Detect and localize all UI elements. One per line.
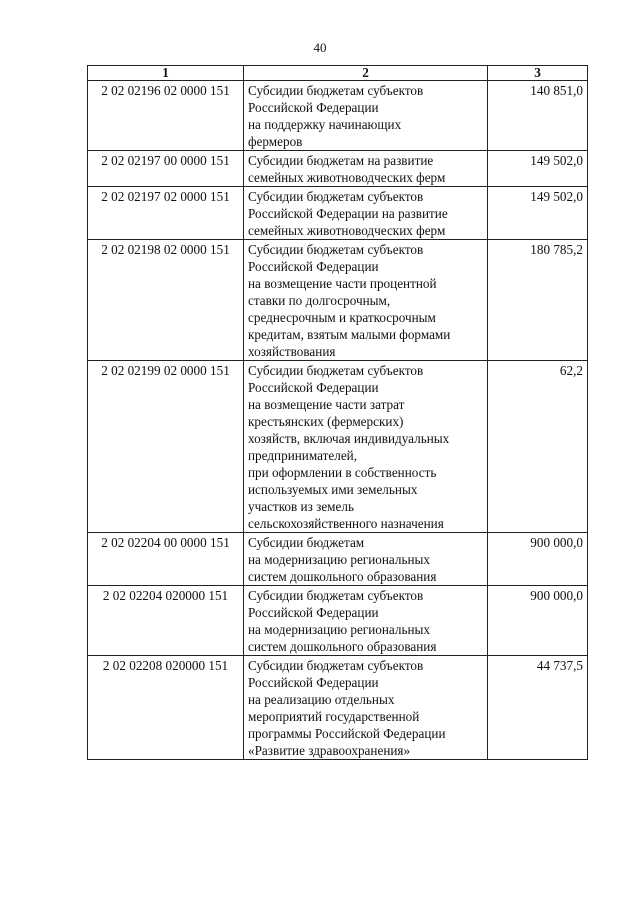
- income-name: Субсидии бюджетам субъектов Российской Федерации на поддержку начинающих фермеров: [244, 81, 488, 151]
- table-row: [88, 240, 588, 361]
- column-header-code: 1: [88, 66, 244, 81]
- income-name: Субсидии бюджетам субъектов Российской Федерации на развитие семейных животноводческих ферм: [244, 187, 488, 240]
- table-row: [88, 187, 588, 240]
- amount: 900 000,0: [488, 533, 588, 586]
- budget-code: 2 02 02196 02 0000 151: [88, 81, 244, 151]
- header-row: [88, 66, 588, 81]
- table-row: [88, 586, 588, 656]
- budget-code: 2 02 02198 02 0000 151: [88, 240, 244, 361]
- budget-code: 2 02 02199 02 0000 151: [88, 361, 244, 533]
- income-name: Субсидии бюджетам на развитие семейных животноводческих ферм: [244, 151, 488, 187]
- budget-table: [87, 65, 588, 760]
- amount: 149 502,0: [488, 187, 588, 240]
- amount: 180 785,2: [488, 240, 588, 361]
- budget-code: 2 02 02197 02 0000 151: [88, 187, 244, 240]
- table-row: [88, 81, 588, 151]
- income-name: Субсидии бюджетам субъектов Российской Федерации на модернизацию региональных систем дошкольного образования: [244, 586, 488, 656]
- budget-code: 2 02 02197 00 0000 151: [88, 151, 244, 187]
- amount: 149 502,0: [488, 151, 588, 187]
- amount: 44 737,5: [488, 656, 588, 760]
- budget-code: 2 02 02208 020000 151: [88, 656, 244, 760]
- income-name: Субсидии бюджетам субъектов Российской Федерации на реализацию отдельных мероприятий государственной программы Российской Федерации «Развитие здравоохранения»: [244, 656, 488, 760]
- income-name: Субсидии бюджетам субъектов Российской Федерации на возмещение части затрат крестьянских (фермерских) хозяйств, включая индивидуальных предпринимателей, при оформлении в собственность используемых ими земельных участков из земель сельскохозяйственного назначения: [244, 361, 488, 533]
- table-row: [88, 656, 588, 760]
- table-row: [88, 361, 588, 533]
- page-number: 40: [313, 40, 327, 55]
- amount: 62,2: [488, 361, 588, 533]
- table-row: [88, 533, 588, 586]
- income-name: Субсидии бюджетам на модернизацию региональных систем дошкольного образования: [244, 533, 488, 586]
- column-header-name: 2: [244, 66, 488, 81]
- amount: 900 000,0: [488, 586, 588, 656]
- table-row: [88, 151, 588, 187]
- budget-code: 2 02 02204 020000 151: [88, 586, 244, 656]
- column-header-amount: 3: [488, 66, 588, 81]
- income-name: Субсидии бюджетам субъектов Российской Федерации на возмещение части процентной ставки по долгосрочным, среднесрочным и краткосрочным кредитам, взятым малыми формами хозяйствования: [244, 240, 488, 361]
- amount: 140 851,0: [488, 81, 588, 151]
- budget-code: 2 02 02204 00 0000 151: [88, 533, 244, 586]
